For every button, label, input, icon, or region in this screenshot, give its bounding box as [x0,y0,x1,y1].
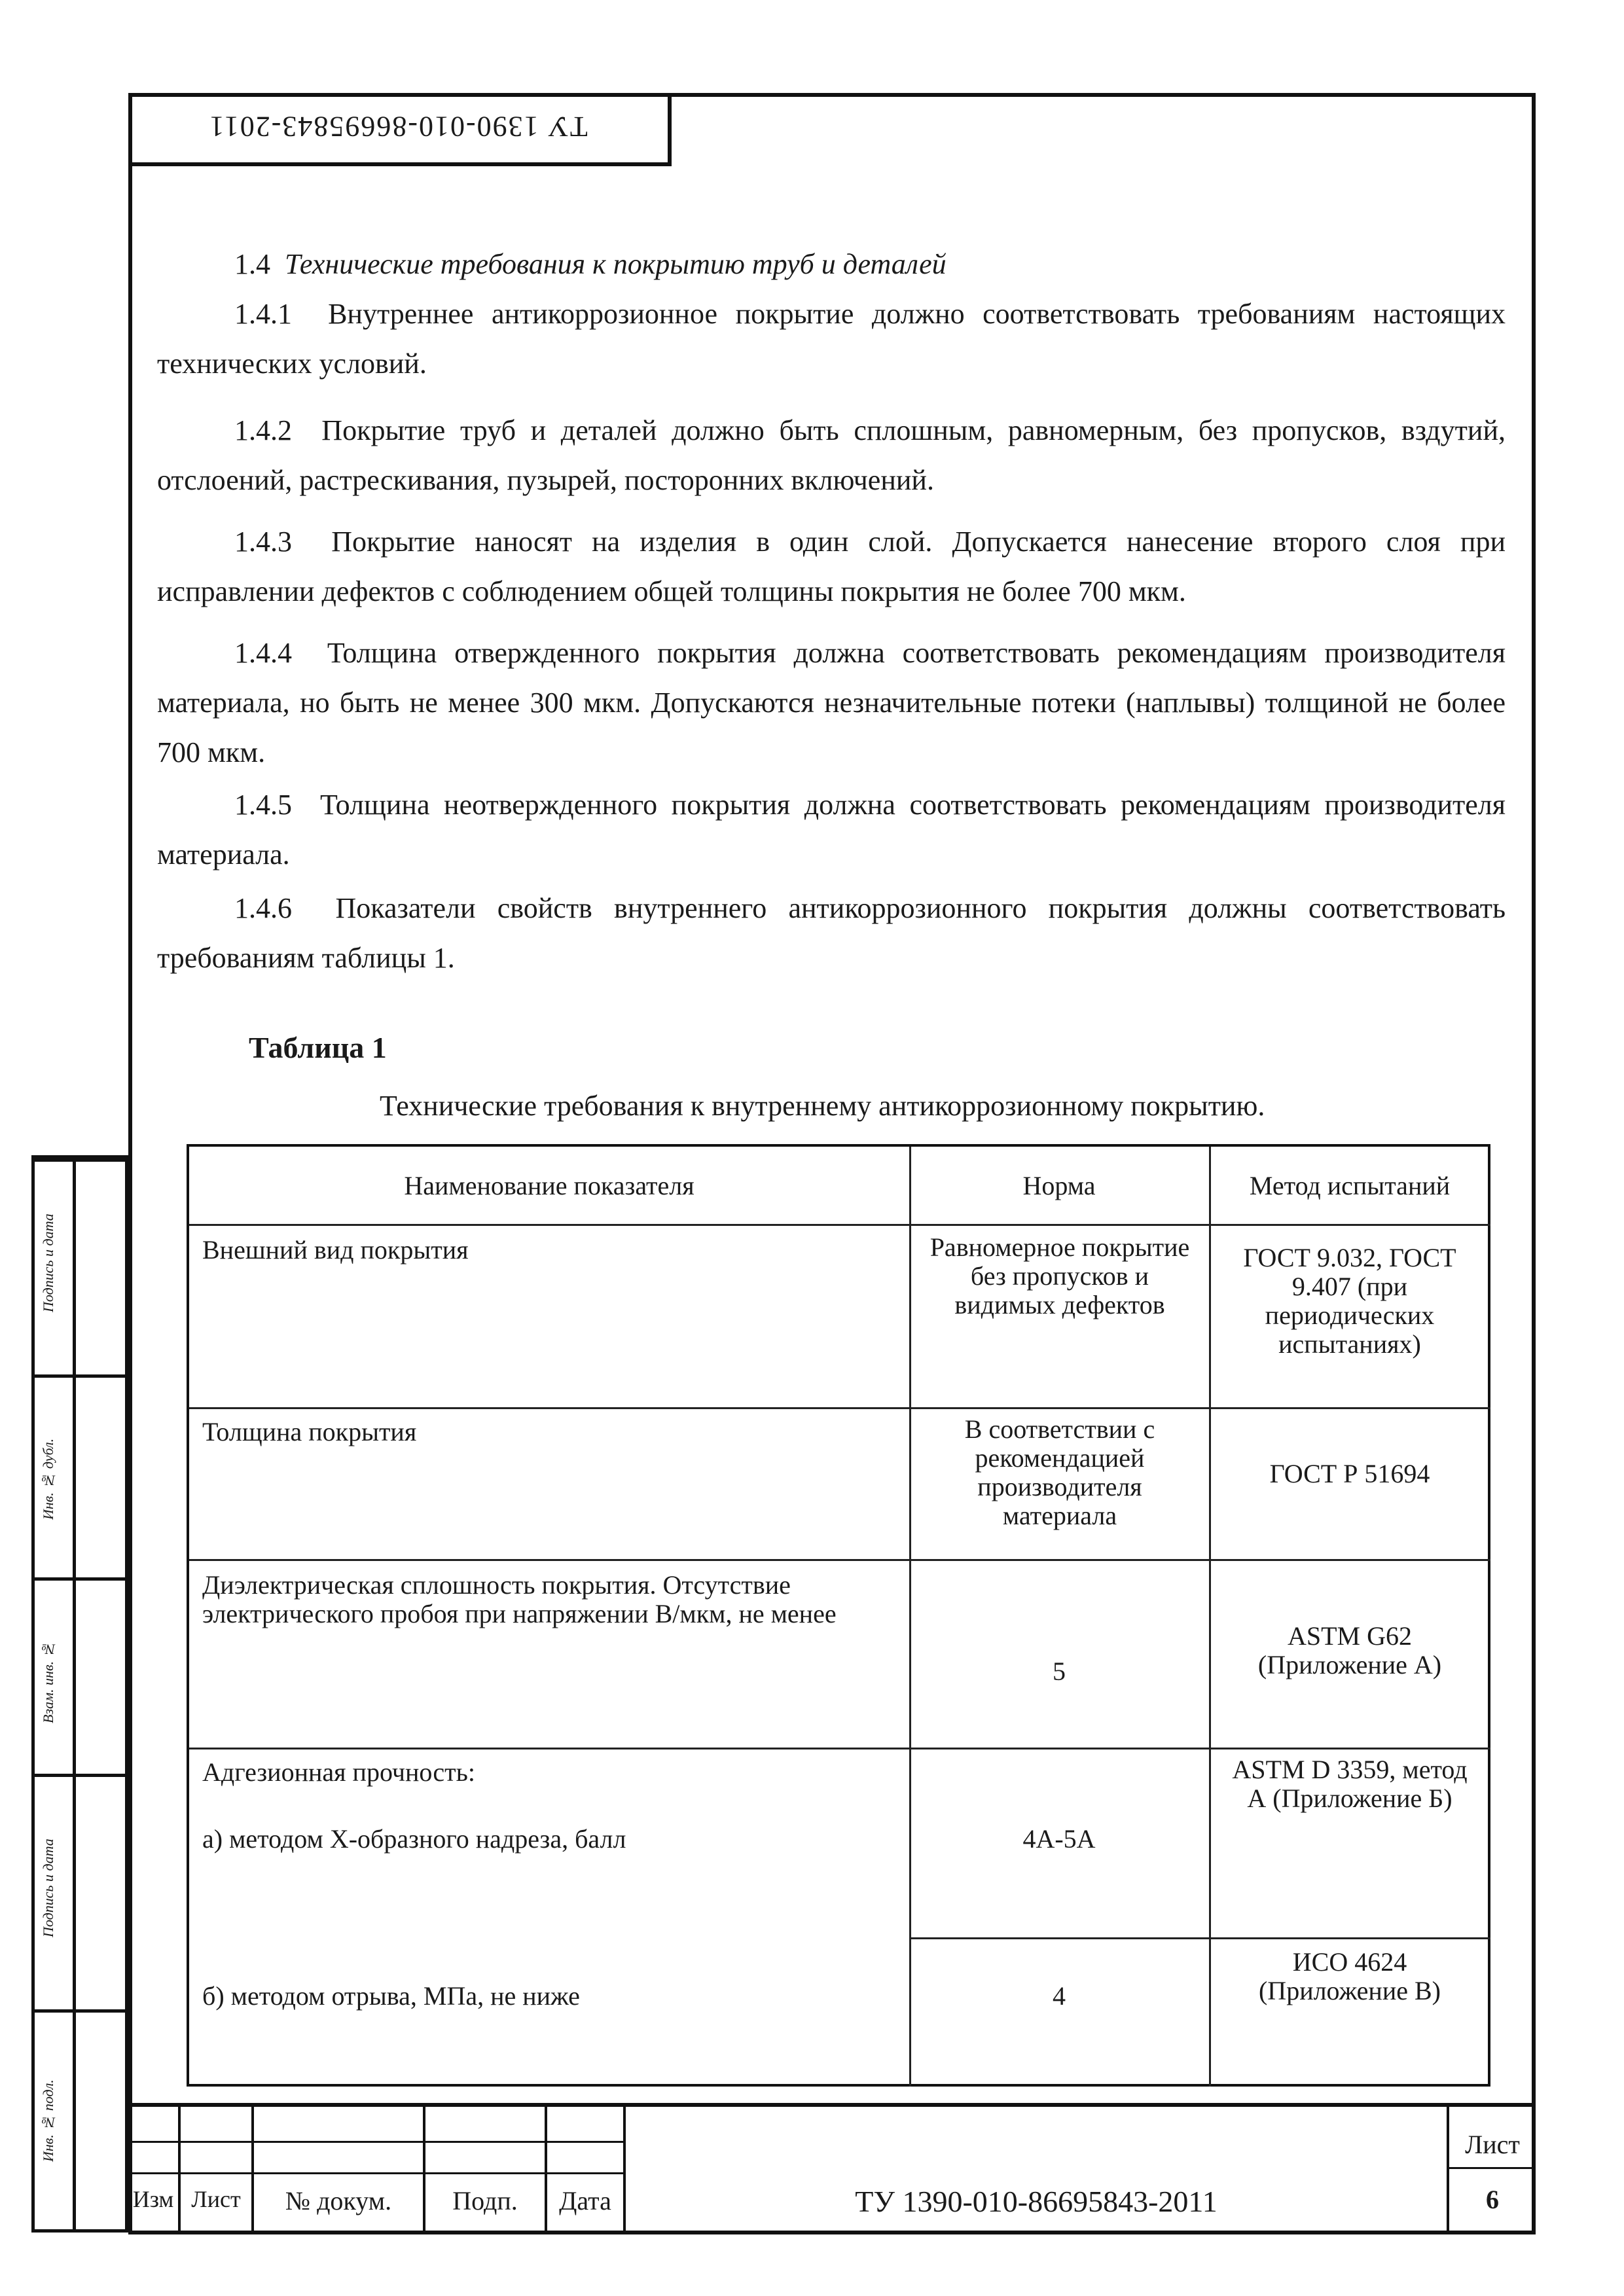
sheet-number: 6 [1486,2185,1499,2214]
table-row-5-norm: 4 [1053,1981,1066,2011]
paragraph-1-4-1: 1.4.1 Внутреннее антикоррозионное покрытие должно соответствовать требованиям настоящих технических условий. [157,298,1506,380]
section-title: Технические требования к покрытию труб и деталей [285,248,947,280]
col-doc-number: № докум. [285,2186,392,2215]
table-row-3-name: Диэлектрическая сплошность покрытия. Отсутствие электрического пробоя при напряжении В/мкм, не менее [202,1570,837,1628]
strip-label-original-inv: Инв. № подл. [40,2079,56,2162]
table-header-norm: Норма [1022,1171,1096,1200]
table-header-indicator: Наименование показателя [404,1171,695,1200]
table-row-5-name: б) методом отрыва, МПа, не ниже [202,1981,580,2011]
table-row-2-method: ГОСТ Р 51694 [1269,1459,1430,1488]
table-label: Таблица 1 [249,1031,387,1064]
table-row-1-name: Внешний вид покрытия [202,1235,469,1265]
paragraph-1-4-4: 1.4.4 Толщина отвержденного покрытия должна соответствовать рекомендациям производителя материала, но быть не менее 300 мкм. Допускаются незначительные потеки (наплывы) толщиной не более 700 мкм. [157,637,1506,768]
strip-label-signature-date-2: Подпись и дата [40,1839,56,1938]
paragraph-1-4-3: 1.4.3 Покрытие наносят на изделия в один слой. Допускается нанесение второго слоя при исправлении дефектов с соблюдением общей толщины покрытия не более 700 мкм. [157,526,1506,607]
col-signature: Подп. [452,2186,518,2215]
table-row-2-norm: В соответствии с рекомендацией производителя материала [964,1414,1155,1530]
header-stamp [128,93,672,166]
table-row-4-norm: 4А-5А [1022,1824,1096,1854]
section-number: 1.4 [234,248,270,280]
table-row-3-norm: 5 [1053,1657,1066,1686]
paragraph-1-4-2: 1.4.2 Покрытие труб и деталей должно быть сплошным, равномерным, без пропусков, вздутий, отслоений, растрескивания, пузырей, посторонних включений. [157,414,1506,496]
table-caption: Технические требования к внутреннему антикоррозионному покрытию. [380,1090,1265,1122]
table-row-4-head: Адгезионная прочность: [202,1757,476,1787]
strip-label-dup-inv: Инв. № дубл. [40,1438,56,1520]
section-heading [157,240,1506,289]
table-row-3-method: ASTM G62 (Приложение А) [1257,1621,1442,1679]
sheet-label: Лист [1465,2130,1520,2159]
col-izm: Изм [132,2186,174,2212]
table-row-4-name: а) методом Х-образного надреза, балл [202,1824,626,1854]
table-row-1-method: ГОСТ 9.032, ГОСТ 9.407 (при периодических испытаниях) [1243,1243,1456,1359]
table-row-4-method: ASTM D 3359, метод А (Приложение Б) [1232,1755,1468,1813]
col-date: Дата [559,2186,611,2215]
table-row-5-method: ИСО 4624 (Приложение В) [1258,1947,1441,2005]
left-margin-strip [31,1155,128,2233]
strip-label-replace-inv: Взам. инв. № [40,1641,56,1723]
strip-label-signature-date-1: Подпись и дата [40,1213,56,1313]
title-block-doc-code: ТУ 1390-010-86695843-2011 [855,2185,1218,2218]
requirements-table [187,1144,1490,2087]
paragraph-1-4-6: 1.4.6 Показатели свойств внутреннего антикоррозионного покрытия должны соответствовать требованиям таблицы 1. [157,892,1506,974]
table-row-2-name: Толщина покрытия [202,1417,417,1446]
header-doc-code: ТУ 1390-010-86695843-2011 [208,111,588,143]
table-header-method: Метод испытаний [1249,1171,1451,1200]
table-row-1-norm: Равномерное покрытие без пропусков и видимых дефектов [929,1232,1190,1319]
paragraph-1-4-5: 1.4.5 Толщина неотвержденного покрытия должна соответствовать рекомендациям производителя материала. [157,789,1506,870]
col-list: Лист [191,2186,241,2212]
title-block [128,2103,1536,2234]
